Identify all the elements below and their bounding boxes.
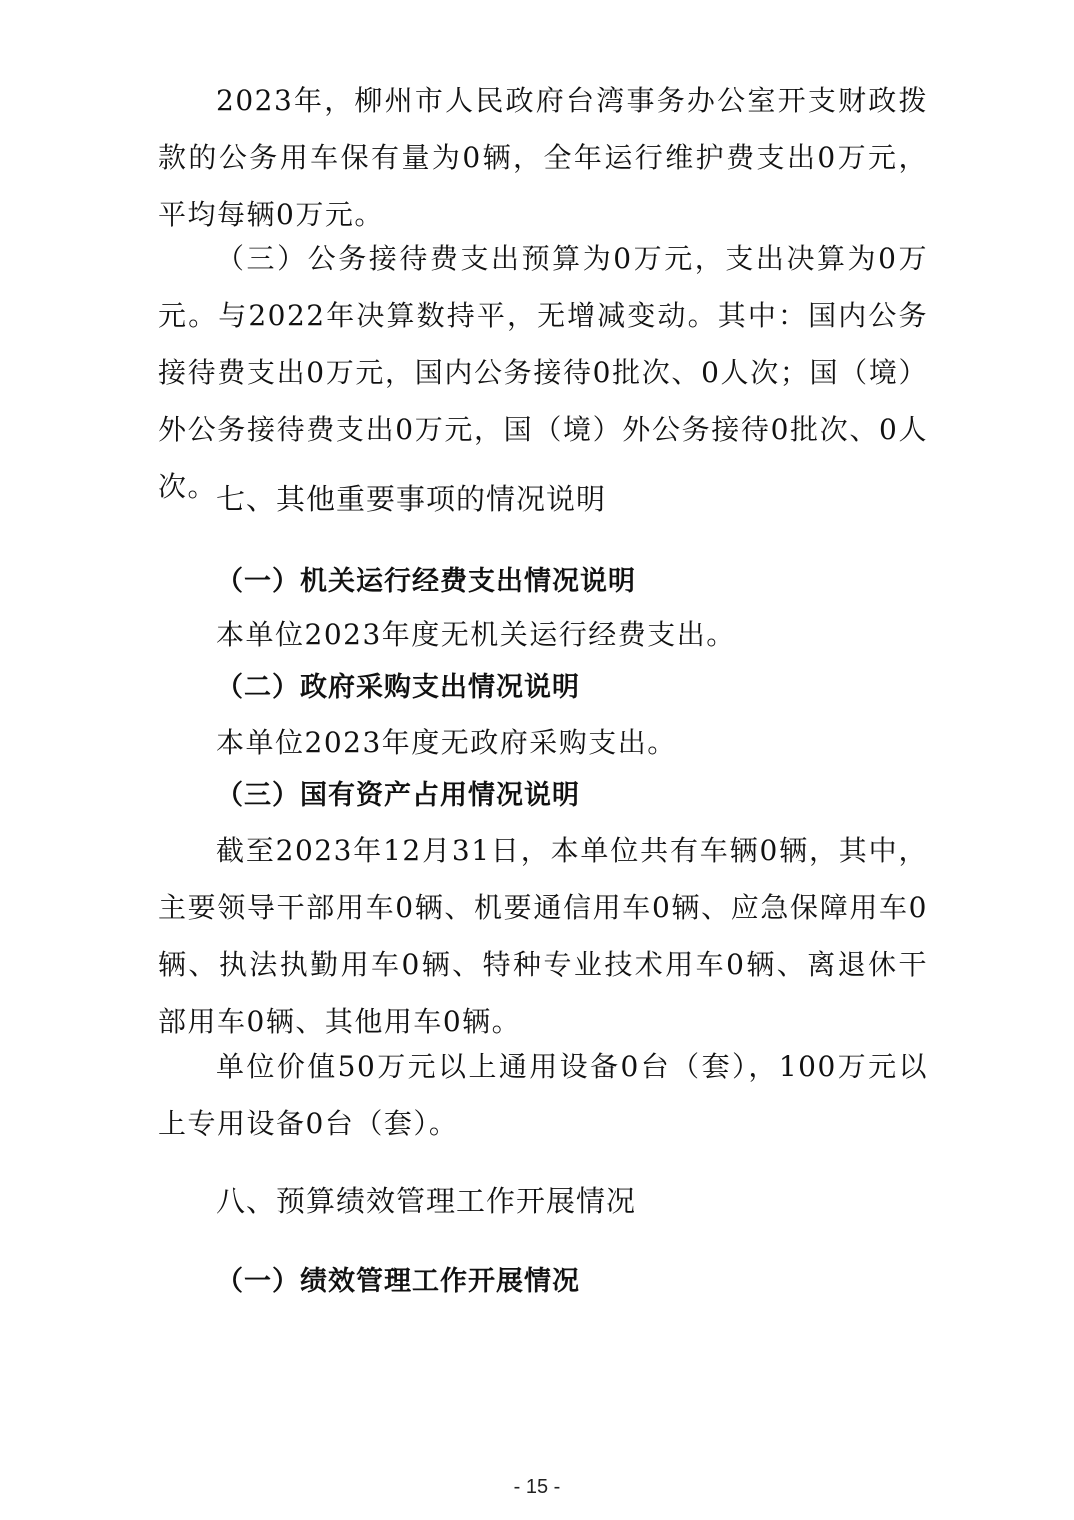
section-7-2-heading: （二）政府采购支出情况说明	[216, 672, 580, 703]
section-7-1-text: 本单位2023年度无机关运行经费支出。	[216, 618, 736, 651]
section-7-2-heading-block	[158, 666, 928, 710]
section-7-1-heading: （一）机关运行经费支出情况说明	[216, 566, 636, 597]
section-7-3-equipment-text: 单位价值50万元以上通用设备0台（套），100万元以上专用设备0台（套）。	[158, 1050, 928, 1140]
vehicle-paragraph-block	[158, 72, 928, 243]
section-8-1-heading-block	[158, 1260, 928, 1304]
page-number: - 15 -	[513, 1476, 561, 1498]
vehicle-paragraph: 2023年，柳州市人民政府台湾事务办公室开支财政拨款的公务用车保有量为0辆，全年运行维护费支出0万元，平均每辆0万元。	[158, 84, 928, 231]
section-7-3-heading: （三）国有资产占用情况说明	[216, 780, 580, 811]
section-7-3-vehicles-text: 截至2023年12月31日，本单位共有车辆0辆，其中，主要领导干部用车0辆、机要通信用车0辆、应急保障用车0辆、执法执勤用车0辆、特种专业技术用车0辆、离退休干部用车0辆、其他用车0辆。	[158, 834, 928, 1038]
section-7-3-text2-block	[158, 1038, 928, 1152]
section-7-1-text-block	[158, 606, 928, 663]
section-8-1-heading: （一）绩效管理工作开展情况	[216, 1266, 580, 1297]
section-7-2-text: 本单位2023年度无政府采购支出。	[216, 726, 677, 759]
section-7-heading: 七、其他重要事项的情况说明	[216, 482, 607, 516]
reception-paragraph: （三）公务接待费支出预算为0万元，支出决算为0万元。与2022年决算数持平，无增减变动。其中：国内公务接待费支出0万元，国内公务接待0批次、0人次；国（境）外公务接待费支出0万元，国（境）外公务接待0批次、0人次。	[158, 242, 928, 503]
section-8-heading-block	[158, 1179, 928, 1223]
section-7-1-heading-block	[158, 560, 928, 604]
section-7-2-text-block	[158, 714, 928, 771]
section-7-heading-block	[158, 477, 928, 521]
section-7-3-text1-block	[158, 822, 928, 1050]
section-8-heading: 八、预算绩效管理工作开展情况	[216, 1184, 637, 1218]
reception-paragraph-block	[158, 230, 928, 515]
section-7-3-heading-block	[158, 774, 928, 818]
